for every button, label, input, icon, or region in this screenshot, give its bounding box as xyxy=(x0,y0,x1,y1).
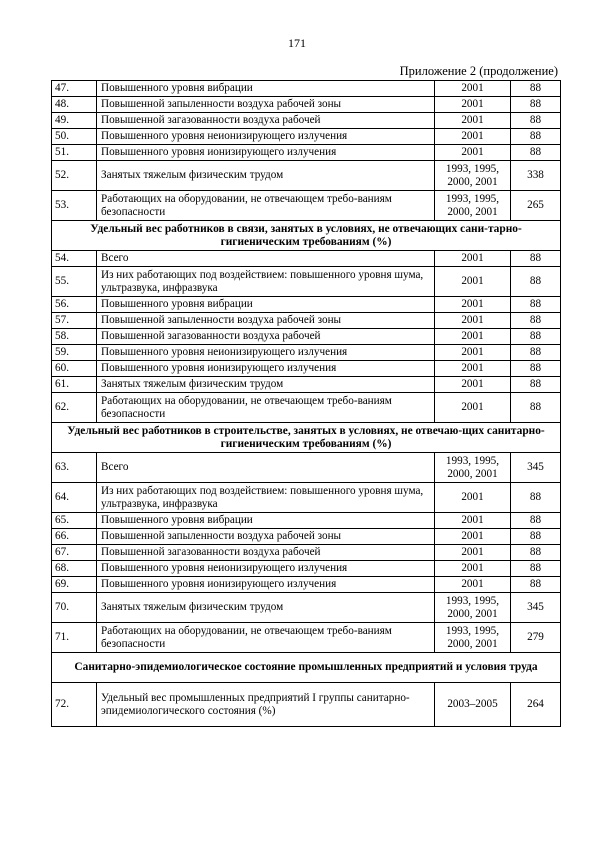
row-number: 58. xyxy=(52,329,97,345)
indicator-years: 2001 xyxy=(435,145,511,161)
row-number: 60. xyxy=(52,361,97,377)
indicator-value: 88 xyxy=(511,393,561,423)
indicator-value: 88 xyxy=(511,267,561,297)
indicator-years: 2001 xyxy=(435,345,511,361)
indicator-name: Повышенного уровня ионизирующего излучения xyxy=(97,361,435,377)
indicator-years: 2001 xyxy=(435,377,511,393)
indicator-name: Занятых тяжелым физическим трудом xyxy=(97,593,435,623)
indicator-value: 88 xyxy=(511,377,561,393)
table-row xyxy=(52,113,561,129)
indicator-name: Удельный вес промышленных предприятий I группы санитарно-эпидемиологического состояния (%) xyxy=(97,683,435,727)
row-number: 65. xyxy=(52,513,97,529)
page-number: 171 xyxy=(288,36,306,50)
table-row xyxy=(52,145,561,161)
row-number: 69. xyxy=(52,577,97,593)
indicator-value: 345 xyxy=(511,453,561,483)
table-row xyxy=(52,561,561,577)
row-number: 70. xyxy=(52,593,97,623)
row-number: 56. xyxy=(52,297,97,313)
indicator-name: Повышенного уровня ионизирующего излучения xyxy=(97,577,435,593)
appendix-note: Приложение 2 (продолжение) xyxy=(399,64,558,78)
table-row xyxy=(52,577,561,593)
indicator-value: 88 xyxy=(511,313,561,329)
indicator-years: 2001 xyxy=(435,113,511,129)
indicator-value: 88 xyxy=(511,561,561,577)
row-number: 47. xyxy=(52,81,97,97)
indicator-name: Повышенной запыленности воздуха рабочей зоны xyxy=(97,313,435,329)
row-number: 51. xyxy=(52,145,97,161)
indicator-years: 2001 xyxy=(435,361,511,377)
indicator-years: 2001 xyxy=(435,129,511,145)
indicator-name: Повышенной запыленности воздуха рабочей зоны xyxy=(97,529,435,545)
table-row xyxy=(52,453,561,483)
indicator-name: Работающих на оборудовании, не отвечающем требо-ваниям безопасности xyxy=(97,393,435,423)
indicator-value: 88 xyxy=(511,345,561,361)
row-number: 67. xyxy=(52,545,97,561)
row-number: 64. xyxy=(52,483,97,513)
table-row xyxy=(52,345,561,361)
row-number: 52. xyxy=(52,161,97,191)
section-title: Удельный вес работников в связи, занятых в условиях, не отвечающих сани-тарно-гигиеническим требованиям (%) xyxy=(52,221,561,251)
table-row xyxy=(52,393,561,423)
section-title: Удельный вес работников в строительстве, занятых в условиях, не отвечаю-щих санитарно-гигиеническим требованиям (%) xyxy=(52,423,561,453)
indicator-name: Работающих на оборудовании, не отвечающем требо-ваниям безопасности xyxy=(97,191,435,221)
indicator-name: Повышенного уровня вибрации xyxy=(97,81,435,97)
indicator-value: 88 xyxy=(511,113,561,129)
row-number: 63. xyxy=(52,453,97,483)
indicator-years: 2001 xyxy=(435,313,511,329)
indicator-value: 88 xyxy=(511,97,561,113)
indicator-value: 265 xyxy=(511,191,561,221)
indicator-years: 1993, 1995, 2000, 2001 xyxy=(435,623,511,653)
table-row xyxy=(52,97,561,113)
row-number: 50. xyxy=(52,129,97,145)
section-header-row xyxy=(52,653,561,683)
row-number: 68. xyxy=(52,561,97,577)
indicator-years: 2001 xyxy=(435,81,511,97)
table-row xyxy=(52,267,561,297)
table-row xyxy=(52,483,561,513)
indicator-years: 1993, 1995, 2000, 2001 xyxy=(435,161,511,191)
indicator-name: Из них работающих под воздействием: повышенного уровня шума, ультразвука, инфразвука xyxy=(97,267,435,297)
row-number: 62. xyxy=(52,393,97,423)
indicator-years: 1993, 1995, 2000, 2001 xyxy=(435,453,511,483)
table-row xyxy=(52,377,561,393)
row-number: 55. xyxy=(52,267,97,297)
indicator-years: 2001 xyxy=(435,529,511,545)
row-number: 53. xyxy=(52,191,97,221)
table-row xyxy=(52,191,561,221)
row-number: 66. xyxy=(52,529,97,545)
row-number: 72. xyxy=(52,683,97,727)
indicator-years: 2001 xyxy=(435,97,511,113)
row-number: 71. xyxy=(52,623,97,653)
table-row xyxy=(52,361,561,377)
indicator-value: 88 xyxy=(511,329,561,345)
table-row xyxy=(52,329,561,345)
indicator-name: Повышенного уровня неионизирующего излучения xyxy=(97,129,435,145)
indicator-name: Всего xyxy=(97,453,435,483)
indicator-years: 2001 xyxy=(435,483,511,513)
indicator-value: 88 xyxy=(511,529,561,545)
indicator-value: 88 xyxy=(511,251,561,267)
section-title: Санитарно-эпидемиологическое состояние промышленных предприятий и условия труда xyxy=(52,653,561,683)
table-row xyxy=(52,513,561,529)
indicator-value: 338 xyxy=(511,161,561,191)
indicator-name: Из них работающих под воздействием: повышенного уровня шума, ультразвука, инфразвука xyxy=(97,483,435,513)
indicator-name: Повышенного уровня вибрации xyxy=(97,297,435,313)
row-number: 61. xyxy=(52,377,97,393)
indicator-value: 264 xyxy=(511,683,561,727)
indicator-years: 2001 xyxy=(435,577,511,593)
table-row xyxy=(52,161,561,191)
table-row xyxy=(52,593,561,623)
table-row xyxy=(52,683,561,727)
indicator-table xyxy=(51,80,561,727)
indicator-name: Повышенного уровня вибрации xyxy=(97,513,435,529)
indicator-name: Повышенной загазованности воздуха рабочей xyxy=(97,545,435,561)
table-row xyxy=(52,529,561,545)
indicator-name: Повышенной загазованности воздуха рабочей xyxy=(97,113,435,129)
indicator-value: 345 xyxy=(511,593,561,623)
row-number: 54. xyxy=(52,251,97,267)
indicator-value: 88 xyxy=(511,145,561,161)
section-header-row xyxy=(52,423,561,453)
indicator-years: 2001 xyxy=(435,561,511,577)
indicator-years: 2001 xyxy=(435,267,511,297)
section-header-row xyxy=(52,221,561,251)
indicator-years: 1993, 1995, 2000, 2001 xyxy=(435,191,511,221)
indicator-name: Повышенного уровня ионизирующего излучения xyxy=(97,145,435,161)
row-number: 49. xyxy=(52,113,97,129)
indicator-name: Занятых тяжелым физическим трудом xyxy=(97,377,435,393)
indicator-value: 88 xyxy=(511,483,561,513)
indicator-name: Повышенной загазованности воздуха рабочей xyxy=(97,329,435,345)
indicator-name: Повышенного уровня неионизирующего излучения xyxy=(97,345,435,361)
table-row xyxy=(52,129,561,145)
indicator-value: 88 xyxy=(511,361,561,377)
table-row xyxy=(52,251,561,267)
indicator-value: 88 xyxy=(511,513,561,529)
indicator-name: Повышенного уровня неионизирующего излучения xyxy=(97,561,435,577)
indicator-name: Всего xyxy=(97,251,435,267)
table-row xyxy=(52,81,561,97)
row-number: 57. xyxy=(52,313,97,329)
indicator-value: 88 xyxy=(511,577,561,593)
indicator-value: 88 xyxy=(511,81,561,97)
indicator-value: 88 xyxy=(511,297,561,313)
indicator-name: Повышенной запыленности воздуха рабочей зоны xyxy=(97,97,435,113)
indicator-years: 2001 xyxy=(435,251,511,267)
table-row xyxy=(52,297,561,313)
indicator-years: 2003–2005 xyxy=(435,683,511,727)
indicator-name: Работающих на оборудовании, не отвечающем требо-ваниям безопасности xyxy=(97,623,435,653)
indicator-value: 88 xyxy=(511,129,561,145)
indicator-value: 88 xyxy=(511,545,561,561)
indicator-years: 2001 xyxy=(435,329,511,345)
table-row xyxy=(52,545,561,561)
indicator-years: 2001 xyxy=(435,513,511,529)
table-body xyxy=(52,81,561,727)
indicator-name: Занятых тяжелым физическим трудом xyxy=(97,161,435,191)
indicator-years: 2001 xyxy=(435,545,511,561)
indicator-years: 2001 xyxy=(435,297,511,313)
table-row xyxy=(52,623,561,653)
table-row xyxy=(52,313,561,329)
indicator-years: 2001 xyxy=(435,393,511,423)
row-number: 59. xyxy=(52,345,97,361)
row-number: 48. xyxy=(52,97,97,113)
indicator-years: 1993, 1995, 2000, 2001 xyxy=(435,593,511,623)
indicator-value: 279 xyxy=(511,623,561,653)
